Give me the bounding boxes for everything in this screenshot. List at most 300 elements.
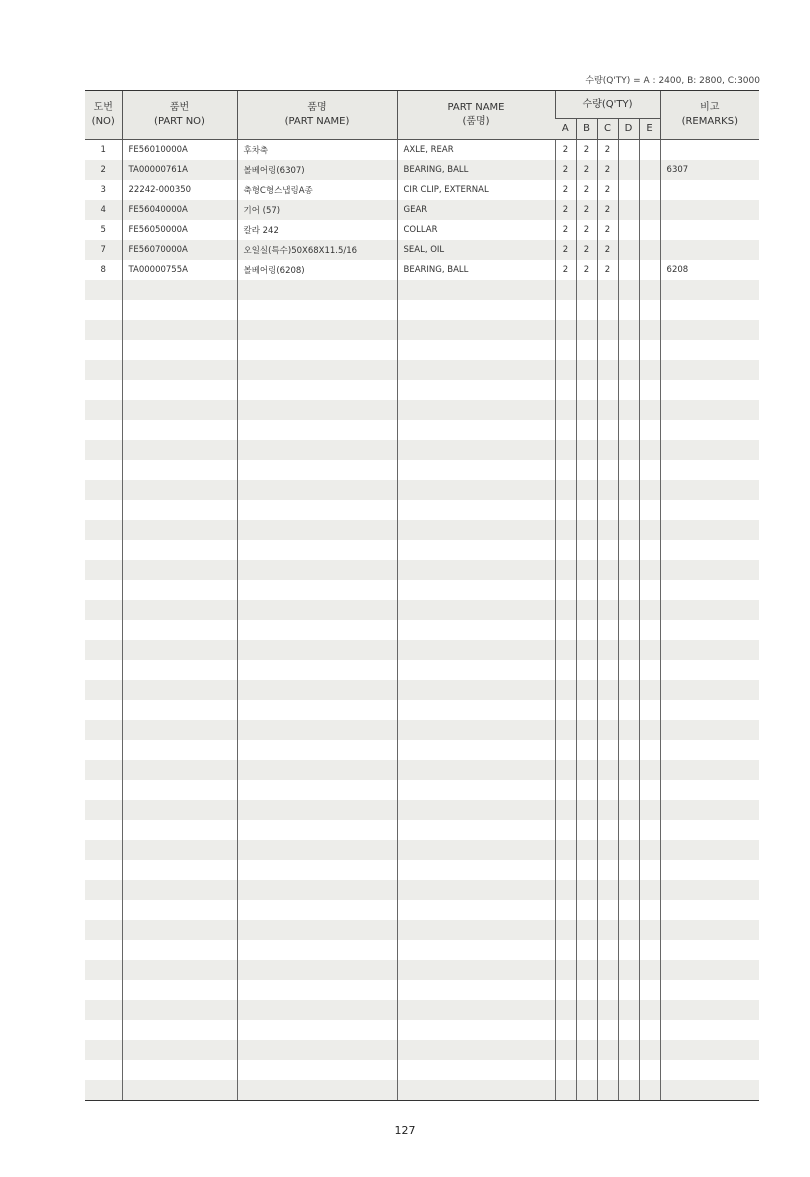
cell-qty-d	[618, 660, 639, 680]
cell-qty-b	[576, 680, 597, 700]
header-qty-b: B	[576, 119, 597, 140]
cell-part-name-en	[397, 500, 555, 520]
cell-no: 1	[100, 145, 106, 155]
cell-part-name-en	[397, 720, 555, 740]
header-qty-d: D	[618, 119, 639, 140]
cell-qty-b	[576, 380, 597, 400]
cell-qty-d	[618, 400, 639, 420]
cell-qty-e	[639, 1000, 660, 1020]
cell-qty-e	[639, 340, 660, 360]
table-row-empty	[85, 1000, 759, 1020]
table-row-empty	[85, 480, 759, 500]
cell-part-name-kr	[237, 900, 397, 920]
cell-part-no	[122, 780, 237, 800]
cell-part-no	[122, 380, 237, 400]
cell-part-name-kr	[237, 880, 397, 900]
cell-no	[85, 1040, 122, 1060]
cell-qty-a	[555, 1000, 576, 1020]
cell-qty-d	[618, 780, 639, 800]
cell-part-name-en	[397, 320, 555, 340]
cell-qty-b	[576, 760, 597, 780]
cell-part-no: FE56040000A	[122, 200, 237, 220]
cell-part-name-kr: 오일실(특수)50X68X11.5/16	[237, 240, 397, 260]
cell-part-no	[122, 800, 237, 820]
table-row-empty	[85, 1020, 759, 1040]
cell-no: 5	[100, 225, 106, 235]
cell-qty-b	[576, 1060, 597, 1080]
cell-no	[85, 400, 122, 420]
cell-no	[85, 620, 122, 640]
header-no: 도번 (NO)	[85, 91, 122, 140]
cell-qty-c: 2	[597, 200, 618, 220]
cell-qty-a: 2	[555, 180, 576, 200]
cell-part-name-en	[397, 920, 555, 940]
table-row-empty	[85, 960, 759, 980]
cell-part-name-kr	[237, 500, 397, 520]
cell-qty-a	[555, 860, 576, 880]
cell-remarks	[660, 380, 759, 400]
cell-remarks	[660, 960, 759, 980]
cell-part-name-kr	[237, 700, 397, 720]
cell-qty-e	[639, 520, 660, 540]
cell-part-no	[122, 880, 237, 900]
cell-part-name-kr	[237, 740, 397, 760]
cell-qty-d	[618, 180, 639, 200]
cell-qty-a: 2	[555, 200, 576, 220]
cell-qty-d	[618, 1040, 639, 1060]
cell-qty-e	[639, 200, 660, 220]
cell-remarks	[660, 1020, 759, 1040]
table-row-empty	[85, 320, 759, 340]
cell-part-name-en: BEARING, BALL	[397, 260, 555, 280]
cell-qty-a	[555, 500, 576, 520]
cell-qty-a	[555, 900, 576, 920]
cell-part-no: 22242-000350	[122, 180, 237, 200]
cell-qty-a	[555, 460, 576, 480]
cell-qty-a	[555, 720, 576, 740]
table-row-empty	[85, 380, 759, 400]
cell-remarks	[660, 180, 759, 200]
cell-qty-c	[597, 800, 618, 820]
cell-qty-e	[639, 180, 660, 200]
cell-qty-c	[597, 560, 618, 580]
cell-part-no	[122, 760, 237, 780]
cell-qty-c	[597, 320, 618, 340]
cell-qty-b	[576, 520, 597, 540]
cell-qty-d	[618, 480, 639, 500]
table-row	[85, 200, 759, 220]
cell-part-name-en	[397, 1040, 555, 1060]
cell-part-no	[122, 860, 237, 880]
cell-qty-b	[576, 280, 597, 300]
cell-qty-b	[576, 560, 597, 580]
cell-no	[85, 300, 122, 320]
cell-qty-d	[618, 1020, 639, 1040]
cell-part-no	[122, 280, 237, 300]
cell-part-name-kr	[237, 460, 397, 480]
cell-qty-c	[597, 340, 618, 360]
cell-part-name-en	[397, 680, 555, 700]
cell-qty-b	[576, 920, 597, 940]
cell-qty-e	[639, 420, 660, 440]
cell-qty-e	[639, 980, 660, 1000]
cell-qty-c: 2	[597, 180, 618, 200]
cell-no	[85, 380, 122, 400]
cell-part-name-kr	[237, 360, 397, 380]
cell-qty-e	[639, 300, 660, 320]
cell-part-name-kr	[237, 620, 397, 640]
cell-part-name-en: GEAR	[397, 200, 555, 220]
table-row-empty	[85, 660, 759, 680]
cell-qty-e	[639, 640, 660, 660]
table-row-empty	[85, 600, 759, 620]
cell-remarks	[660, 800, 759, 820]
cell-qty-d	[618, 680, 639, 700]
quantity-note: 수량(Q'TY) = A : 2400, B: 2800, C:3000	[585, 76, 760, 86]
cell-part-name-en	[397, 620, 555, 640]
cell-no	[85, 320, 122, 340]
cell-part-no	[122, 680, 237, 700]
cell-qty-c	[597, 420, 618, 440]
cell-no	[85, 640, 122, 660]
cell-part-name-kr	[237, 560, 397, 580]
cell-qty-a: 2	[555, 260, 576, 280]
cell-part-name-en	[397, 540, 555, 560]
cell-part-name-en	[397, 460, 555, 480]
cell-no	[85, 580, 122, 600]
cell-qty-d	[618, 640, 639, 660]
cell-qty-a	[555, 1080, 576, 1101]
cell-qty-e	[639, 280, 660, 300]
cell-part-no	[122, 960, 237, 980]
cell-no	[85, 560, 122, 580]
cell-qty-e	[639, 380, 660, 400]
cell-qty-e	[639, 360, 660, 380]
cell-part-name-kr	[237, 840, 397, 860]
cell-qty-a	[555, 980, 576, 1000]
cell-qty-b	[576, 860, 597, 880]
cell-remarks	[660, 820, 759, 840]
cell-qty-c	[597, 580, 618, 600]
header-quantity: 수량(Q'TY)	[555, 91, 660, 119]
cell-part-name-kr	[237, 340, 397, 360]
cell-qty-c	[597, 980, 618, 1000]
cell-no	[85, 280, 122, 300]
cell-qty-c	[597, 380, 618, 400]
table-row-empty	[85, 620, 759, 640]
cell-qty-c	[597, 1040, 618, 1060]
cell-qty-b	[576, 660, 597, 680]
cell-qty-a	[555, 1060, 576, 1080]
cell-qty-c	[597, 440, 618, 460]
cell-qty-c	[597, 1020, 618, 1040]
cell-qty-e	[639, 480, 660, 500]
cell-qty-c: 2	[597, 240, 618, 260]
cell-part-name-en	[397, 640, 555, 660]
cell-no	[85, 720, 122, 740]
cell-no	[85, 760, 122, 780]
cell-qty-e	[639, 860, 660, 880]
cell-qty-d	[618, 360, 639, 380]
cell-qty-b	[576, 300, 597, 320]
cell-qty-a	[555, 780, 576, 800]
cell-qty-b: 2	[576, 180, 597, 200]
cell-qty-c: 2	[597, 140, 618, 161]
cell-qty-d	[618, 280, 639, 300]
cell-part-name-en	[397, 700, 555, 720]
cell-part-no	[122, 300, 237, 320]
cell-remarks	[660, 420, 759, 440]
table-row	[85, 260, 759, 280]
cell-qty-a	[555, 820, 576, 840]
table-row-empty	[85, 940, 759, 960]
cell-qty-a	[555, 920, 576, 940]
cell-part-name-en	[397, 800, 555, 820]
cell-qty-d	[618, 960, 639, 980]
cell-qty-d	[618, 320, 639, 340]
cell-part-name-kr	[237, 1000, 397, 1020]
cell-qty-c	[597, 360, 618, 380]
cell-qty-d	[618, 600, 639, 620]
cell-qty-d	[618, 200, 639, 220]
cell-remarks	[660, 860, 759, 880]
cell-qty-d	[618, 580, 639, 600]
cell-qty-e	[639, 400, 660, 420]
cell-part-name-kr	[237, 480, 397, 500]
cell-part-name-en: COLLAR	[397, 220, 555, 240]
cell-qty-e	[639, 720, 660, 740]
cell-no	[85, 500, 122, 520]
cell-qty-e	[639, 900, 660, 920]
table-row	[85, 220, 759, 240]
cell-part-no	[122, 980, 237, 1000]
cell-qty-b: 2	[576, 240, 597, 260]
cell-part-no	[122, 540, 237, 560]
cell-part-no	[122, 320, 237, 340]
cell-qty-c	[597, 520, 618, 540]
header-part-name-en: PART NAME (품명)	[397, 91, 555, 140]
cell-qty-c	[597, 300, 618, 320]
cell-part-no: TA00000761A	[122, 160, 237, 180]
cell-part-name-kr	[237, 300, 397, 320]
cell-qty-b	[576, 440, 597, 460]
cell-no	[85, 820, 122, 840]
cell-remarks	[660, 300, 759, 320]
cell-qty-d	[618, 1080, 639, 1101]
cell-remarks: 6208	[660, 260, 759, 280]
cell-no	[85, 880, 122, 900]
table-row-empty	[85, 680, 759, 700]
cell-qty-d	[618, 240, 639, 260]
cell-qty-e	[639, 660, 660, 680]
cell-part-name-kr	[237, 640, 397, 660]
cell-part-name-en	[397, 1060, 555, 1080]
cell-part-name-en	[397, 340, 555, 360]
cell-qty-c	[597, 280, 618, 300]
header-remarks: 비고 (REMARKS)	[660, 91, 759, 140]
cell-no	[85, 860, 122, 880]
cell-qty-e	[639, 160, 660, 180]
cell-qty-e	[639, 1040, 660, 1060]
cell-qty-c	[597, 920, 618, 940]
cell-part-no	[122, 340, 237, 360]
cell-qty-e	[639, 700, 660, 720]
cell-part-name-en	[397, 440, 555, 460]
cell-qty-e	[639, 620, 660, 640]
cell-part-name-en: BEARING, BALL	[397, 160, 555, 180]
cell-no: 3	[100, 185, 106, 195]
cell-qty-e	[639, 800, 660, 820]
cell-part-name-kr	[237, 660, 397, 680]
cell-no	[85, 660, 122, 680]
cell-qty-a	[555, 440, 576, 460]
cell-remarks	[660, 900, 759, 920]
cell-no	[85, 440, 122, 460]
cell-qty-d	[618, 720, 639, 740]
cell-qty-a	[555, 600, 576, 620]
cell-qty-c	[597, 960, 618, 980]
table-row	[85, 240, 759, 260]
cell-qty-e	[639, 820, 660, 840]
cell-part-name-kr	[237, 600, 397, 620]
cell-qty-e	[639, 580, 660, 600]
cell-part-no	[122, 360, 237, 380]
cell-part-name-kr	[237, 1060, 397, 1080]
table-row-empty	[85, 520, 759, 540]
cell-remarks	[660, 940, 759, 960]
cell-qty-d	[618, 980, 639, 1000]
cell-qty-d	[618, 140, 639, 161]
table-row	[85, 180, 759, 200]
cell-part-name-kr	[237, 380, 397, 400]
table-row-empty	[85, 700, 759, 720]
cell-qty-e	[639, 1060, 660, 1080]
cell-remarks	[660, 980, 759, 1000]
cell-part-name-en	[397, 900, 555, 920]
cell-qty-b	[576, 600, 597, 620]
cell-part-name-kr	[237, 1080, 397, 1101]
cell-qty-b	[576, 460, 597, 480]
cell-no: 8	[100, 265, 106, 275]
table-row-empty	[85, 400, 759, 420]
cell-part-name-en	[397, 840, 555, 860]
table-row-empty	[85, 880, 759, 900]
cell-no: 2	[85, 160, 122, 180]
cell-qty-c	[597, 900, 618, 920]
cell-remarks	[660, 1060, 759, 1080]
cell-remarks	[660, 620, 759, 640]
cell-remarks	[660, 460, 759, 480]
cell-qty-b	[576, 800, 597, 820]
cell-qty-d	[618, 380, 639, 400]
cell-qty-a	[555, 420, 576, 440]
cell-part-no	[122, 1020, 237, 1040]
cell-qty-b	[576, 640, 597, 660]
cell-remarks	[660, 200, 759, 220]
cell-part-name-kr	[237, 400, 397, 420]
cell-qty-d	[618, 440, 639, 460]
cell-qty-a	[555, 480, 576, 500]
table-row-empty	[85, 540, 759, 560]
cell-no	[85, 1060, 122, 1080]
cell-qty-b	[576, 880, 597, 900]
cell-qty-d	[618, 500, 639, 520]
cell-remarks	[660, 440, 759, 460]
cell-qty-d	[618, 760, 639, 780]
cell-remarks	[660, 500, 759, 520]
cell-no: 7	[85, 240, 122, 260]
cell-qty-a	[555, 540, 576, 560]
cell-qty-a	[555, 880, 576, 900]
cell-part-name-en	[397, 860, 555, 880]
cell-part-name-kr	[237, 680, 397, 700]
cell-part-name-kr	[237, 800, 397, 820]
cell-no	[85, 1000, 122, 1020]
cell-part-name-en	[397, 400, 555, 420]
cell-no	[85, 420, 122, 440]
cell-no	[85, 700, 122, 720]
cell-qty-d	[618, 560, 639, 580]
cell-qty-b: 2	[576, 200, 597, 220]
cell-part-name-en	[397, 820, 555, 840]
cell-qty-b	[576, 980, 597, 1000]
cell-qty-b	[576, 400, 597, 420]
cell-qty-e	[639, 740, 660, 760]
cell-qty-c: 2	[597, 260, 618, 280]
cell-qty-c	[597, 720, 618, 740]
cell-qty-b	[576, 360, 597, 380]
cell-qty-c	[597, 940, 618, 960]
table-row-empty	[85, 360, 759, 380]
cell-part-no	[122, 940, 237, 960]
cell-remarks	[660, 1040, 759, 1060]
cell-qty-b	[576, 1000, 597, 1020]
cell-part-name-kr	[237, 520, 397, 540]
table-row-empty	[85, 820, 759, 840]
cell-no	[85, 680, 122, 700]
cell-qty-a	[555, 760, 576, 780]
cell-qty-a	[555, 320, 576, 340]
cell-qty-b	[576, 780, 597, 800]
cell-qty-b	[576, 720, 597, 740]
table-row-empty	[85, 840, 759, 860]
cell-qty-e	[639, 880, 660, 900]
cell-part-name-en	[397, 520, 555, 540]
table-row-empty	[85, 980, 759, 1000]
cell-qty-a	[555, 340, 576, 360]
table-row	[85, 160, 759, 180]
cell-qty-d	[618, 880, 639, 900]
cell-qty-c	[597, 400, 618, 420]
cell-part-name-en	[397, 740, 555, 760]
cell-remarks	[660, 700, 759, 720]
cell-no	[85, 740, 122, 760]
cell-part-name-en: SEAL, OIL	[397, 240, 555, 260]
cell-part-name-en	[397, 1020, 555, 1040]
cell-part-no	[122, 720, 237, 740]
header-qty-c: C	[597, 119, 618, 140]
cell-qty-e	[639, 540, 660, 560]
cell-part-no: TA00000755A	[122, 260, 237, 280]
cell-qty-c	[597, 540, 618, 560]
cell-qty-b	[576, 500, 597, 520]
cell-qty-a: 2	[555, 240, 576, 260]
cell-qty-c	[597, 640, 618, 660]
cell-part-name-en	[397, 880, 555, 900]
table-row-empty	[85, 1080, 759, 1101]
cell-part-no	[122, 580, 237, 600]
cell-remarks	[660, 640, 759, 660]
